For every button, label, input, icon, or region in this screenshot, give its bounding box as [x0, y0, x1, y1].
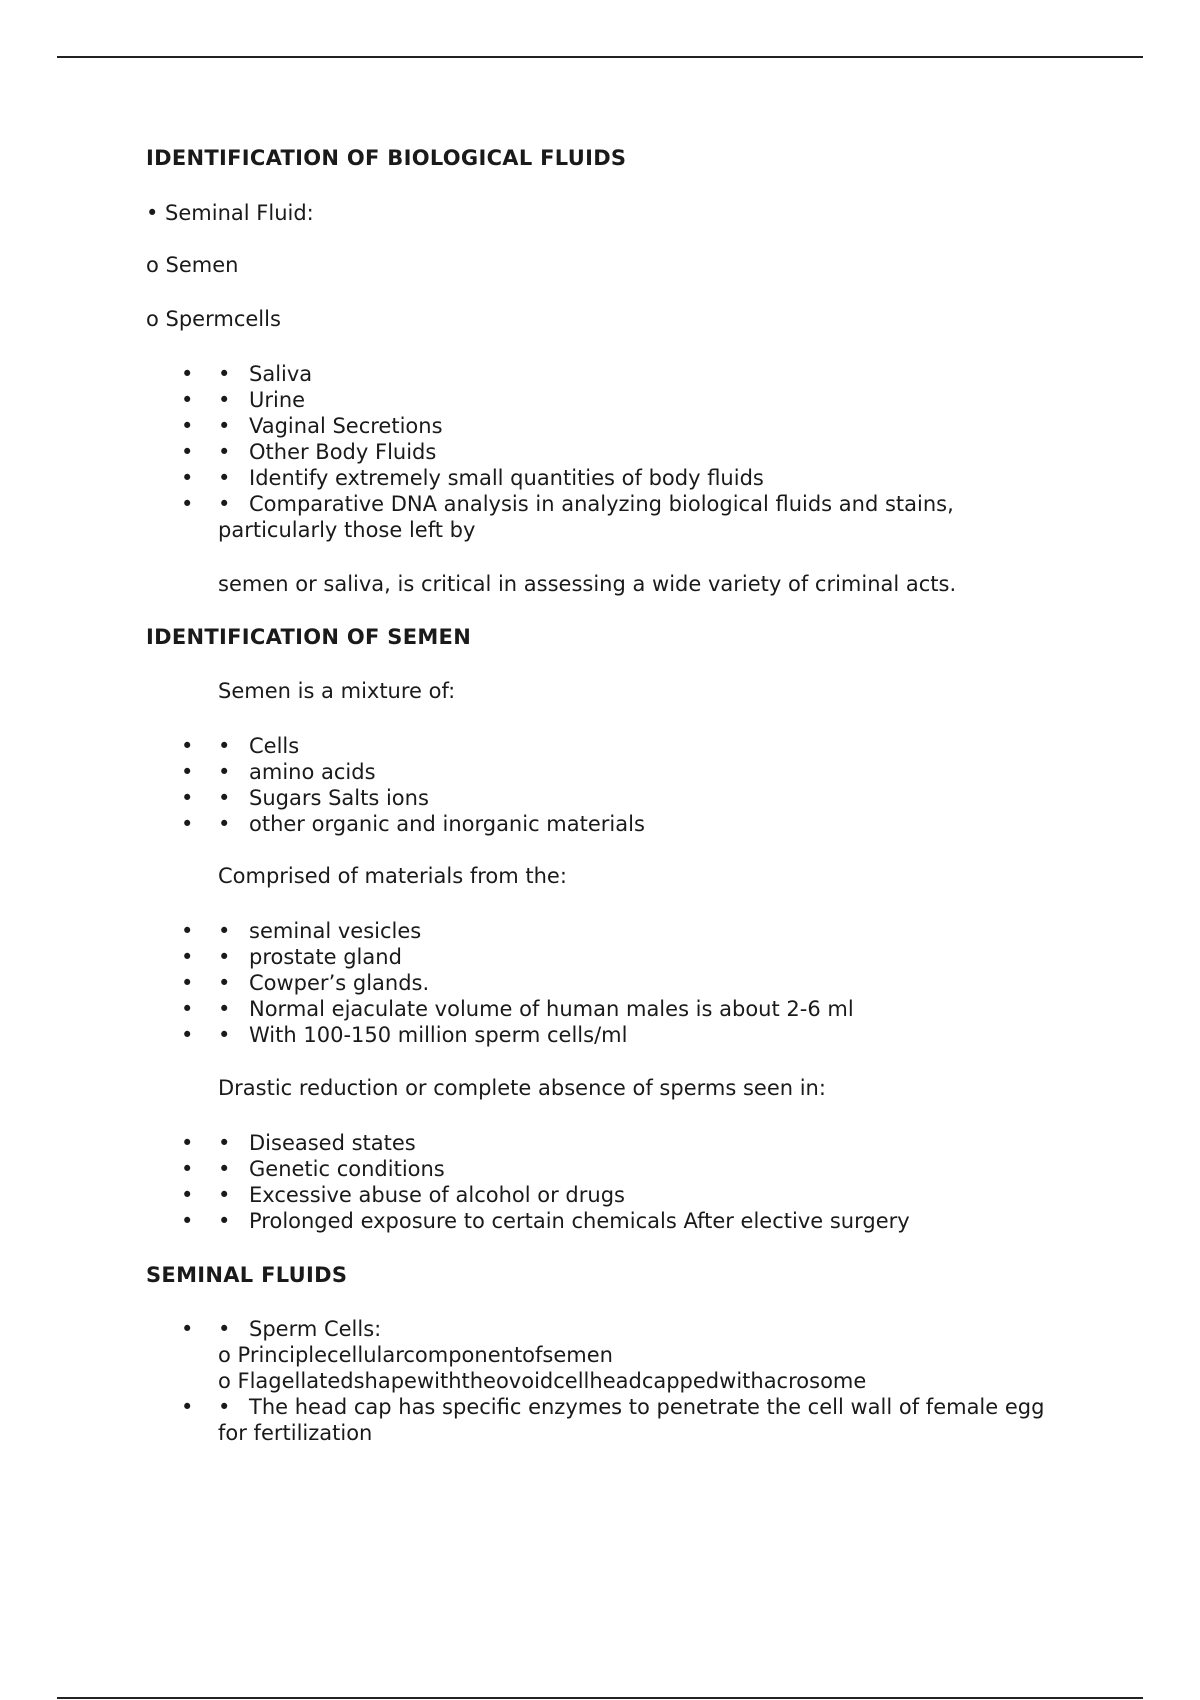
body-fluids-list: [0, 361, 1200, 543]
list-item: • • prostate gland: [181, 945, 402, 969]
reduction-causes-list: [0, 1130, 1200, 1234]
top-rule: [57, 56, 1143, 58]
heading-identification-biological-fluids: IDENTIFICATION OF BIOLOGICAL FLUIDS: [146, 146, 627, 170]
list-item: • • Sugars Salts ions: [181, 786, 429, 810]
semen-label: o Semen: [146, 253, 239, 277]
list-item: • • Comparative DNA analysis in analyzing biological fluids and stains, particularly those left by: [181, 492, 954, 542]
comprised-of-intro: Comprised of materials from the:: [218, 864, 567, 888]
list-item: • • Normal ejaculate volume of human males is about 2-6 ml: [181, 997, 854, 1021]
reduction-intro: Drastic reduction or complete absence of sperms seen in:: [218, 1076, 826, 1100]
list-item: • • Diseased states: [181, 1131, 416, 1155]
semen-mixture-list: [0, 733, 1200, 837]
sperm-sub-item-1: o Principlecellularcomponentofsemen: [218, 1343, 613, 1367]
list-item: • • other organic and inorganic materials: [181, 812, 645, 836]
list-item: • • Other Body Fluids: [181, 440, 437, 464]
list-item: • • Sperm Cells: o Principlecellularcomponentofsemen o Flagellatedshapewiththeovoidcellheadcappedwithacrosome: [0, 1316, 1058, 1394]
list-item: • • amino acids: [181, 760, 376, 784]
list-item: • • Excessive abuse of alcohol or drugs: [181, 1183, 625, 1207]
sperm-sub-item-2: o Flagellatedshapewiththeovoidcellheadcappedwithacrosome: [218, 1369, 867, 1393]
bottom-rule: [57, 1697, 1143, 1699]
list-item: • • Saliva: [181, 362, 313, 386]
list-item: • • Prolonged exposure to certain chemicals After elective surgery: [181, 1209, 910, 1233]
list-item: • • Identify extremely small quantities of body fluids: [181, 466, 764, 490]
list-item: • • seminal vesicles: [181, 919, 422, 943]
heading-seminal-fluids: SEMINAL FLUIDS: [146, 1263, 348, 1287]
list-item: • • With 100-150 million sperm cells/ml: [181, 1023, 628, 1047]
materials-list: [0, 918, 1200, 1048]
list-item: • • Urine: [181, 388, 306, 412]
seminal-fluid-label: • Seminal Fluid:: [146, 201, 314, 225]
dna-analysis-continuation: semen or saliva, is critical in assessing a wide variety of criminal acts.: [218, 572, 957, 596]
list-item: • • The head cap has specific enzymes to penetrate the cell wall of female egg for fertilization: [181, 1395, 1045, 1445]
list-item: • • Genetic conditions: [181, 1157, 445, 1181]
list-item: • • Vaginal Secretions: [181, 414, 443, 438]
spermcells-label: o Spermcells: [146, 307, 281, 331]
heading-identification-of-semen: IDENTIFICATION OF SEMEN: [146, 625, 472, 649]
sperm-cells-list: [0, 1316, 1200, 1446]
semen-mixture-intro: Semen is a mixture of:: [218, 679, 456, 703]
list-item: • • Cells: [181, 734, 300, 758]
list-item: • • Cowper’s glands.: [181, 971, 430, 995]
